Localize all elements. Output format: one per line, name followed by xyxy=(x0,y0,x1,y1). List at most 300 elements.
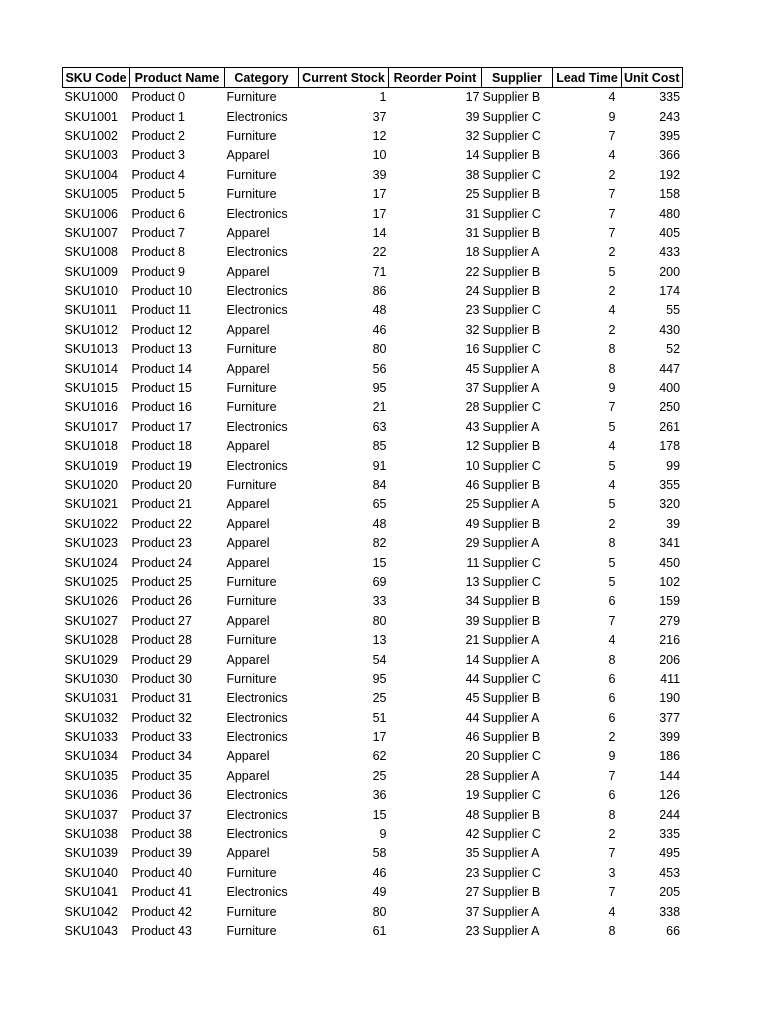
cell-reorder-point: 17 xyxy=(465,90,480,105)
cell-category: Furniture xyxy=(226,400,277,415)
table-row xyxy=(63,670,683,689)
cell-current-stock: 48 xyxy=(372,303,387,318)
cell-supplier: Supplier A xyxy=(482,381,540,396)
cell-lead-time: 4 xyxy=(608,904,616,919)
cell-current-stock: 49 xyxy=(372,885,387,900)
cell-category: Electronics xyxy=(226,827,288,842)
cell-category: Apparel xyxy=(226,555,270,570)
cell-lead-time: 6 xyxy=(608,710,616,725)
cell-supplier: Supplier B xyxy=(482,516,541,531)
cell-reorder-point: 31 xyxy=(465,225,480,240)
cell-reorder-point: 32 xyxy=(465,128,480,143)
cell-unit-cost: 186 xyxy=(659,749,681,764)
cell-current-stock: 91 xyxy=(372,458,387,473)
cell-current-stock: 62 xyxy=(372,749,387,764)
cell-lead-time: 5 xyxy=(608,574,616,589)
cell-unit-cost: 395 xyxy=(659,128,681,143)
cell-current-stock: 71 xyxy=(372,264,387,279)
cell-reorder-point: 45 xyxy=(465,691,480,706)
table-row xyxy=(63,515,683,534)
cell-sku-code: SKU1005 xyxy=(64,187,119,202)
cell-current-stock: 37 xyxy=(372,109,387,124)
table-row xyxy=(63,476,683,495)
cell-unit-cost: 144 xyxy=(659,768,681,783)
cell-unit-cost: 447 xyxy=(659,361,681,376)
cell-sku-code: SKU1006 xyxy=(64,206,119,221)
cell-lead-time: 5 xyxy=(608,419,616,434)
cell-sku-code: SKU1029 xyxy=(64,652,119,667)
cell-supplier: Supplier C xyxy=(482,788,541,803)
cell-unit-cost: 244 xyxy=(659,807,681,822)
cell-product-name: Product 27 xyxy=(131,613,192,628)
cell-lead-time: 2 xyxy=(608,322,616,337)
cell-lead-time: 6 xyxy=(608,788,616,803)
cell-supplier: Supplier B xyxy=(482,730,541,745)
cell-current-stock: 25 xyxy=(372,768,387,783)
cell-unit-cost: 433 xyxy=(659,245,681,260)
cell-unit-cost: 102 xyxy=(659,574,681,589)
cell-supplier: Supplier B xyxy=(482,284,541,299)
cell-unit-cost: 250 xyxy=(659,400,681,415)
cell-product-name: Product 26 xyxy=(131,594,192,609)
table-header xyxy=(63,68,683,88)
cell-unit-cost: 279 xyxy=(659,613,681,628)
cell-sku-code: SKU1024 xyxy=(64,555,119,570)
cell-category: Apparel xyxy=(226,148,270,163)
cell-sku-code: SKU1030 xyxy=(64,671,119,686)
cell-lead-time: 7 xyxy=(608,187,616,202)
cell-product-name: Product 11 xyxy=(131,303,192,318)
cell-current-stock: 14 xyxy=(372,225,387,240)
cell-lead-time: 2 xyxy=(608,827,616,842)
header-sku-code: SKU Code xyxy=(63,68,130,88)
table-row xyxy=(63,902,683,921)
cell-category: Furniture xyxy=(226,633,277,648)
cell-sku-code: SKU1041 xyxy=(64,885,119,900)
cell-supplier: Supplier C xyxy=(482,303,541,318)
cell-lead-time: 7 xyxy=(608,768,616,783)
cell-current-stock: 95 xyxy=(372,671,387,686)
cell-category: Furniture xyxy=(226,594,277,609)
cell-unit-cost: 55 xyxy=(666,303,681,318)
cell-lead-time: 2 xyxy=(608,167,616,182)
cell-sku-code: SKU1028 xyxy=(64,633,119,648)
cell-category: Furniture xyxy=(226,865,277,880)
cell-reorder-point: 22 xyxy=(465,264,480,279)
cell-sku-code: SKU1009 xyxy=(64,264,119,279)
cell-category: Electronics xyxy=(226,109,288,124)
cell-reorder-point: 37 xyxy=(465,904,480,919)
table-row xyxy=(63,825,683,844)
cell-category: Apparel xyxy=(226,652,270,667)
cell-category: Furniture xyxy=(226,923,277,938)
table-row xyxy=(63,263,683,282)
cell-unit-cost: 355 xyxy=(659,478,681,492)
cell-lead-time: 4 xyxy=(608,90,616,105)
table-row xyxy=(63,728,683,747)
cell-product-name: Product 2 xyxy=(131,128,186,143)
cell-current-stock: 25 xyxy=(372,691,387,706)
cell-supplier: Supplier A xyxy=(482,361,540,376)
cell-supplier: Supplier A xyxy=(482,245,540,260)
cell-supplier: Supplier B xyxy=(482,439,541,454)
cell-current-stock: 1 xyxy=(379,90,387,105)
cell-lead-time: 2 xyxy=(608,730,616,745)
cell-unit-cost: 216 xyxy=(659,633,681,648)
cell-reorder-point: 24 xyxy=(465,284,480,299)
cell-product-name: Product 10 xyxy=(131,284,192,299)
table-row xyxy=(63,553,683,572)
cell-supplier: Supplier C xyxy=(482,400,541,415)
table-row xyxy=(63,437,683,456)
cell-unit-cost: 335 xyxy=(659,90,681,105)
cell-reorder-point: 34 xyxy=(465,594,480,609)
cell-product-name: Product 8 xyxy=(131,245,186,260)
cell-product-name: Product 0 xyxy=(131,90,186,105)
cell-unit-cost: 261 xyxy=(659,419,681,434)
cell-supplier: Supplier B xyxy=(482,225,541,240)
cell-reorder-point: 10 xyxy=(465,458,480,473)
cell-supplier: Supplier B xyxy=(482,807,541,822)
cell-category: Electronics xyxy=(226,419,288,434)
cell-sku-code: SKU1027 xyxy=(64,613,119,628)
table-row xyxy=(63,146,683,165)
cell-lead-time: 6 xyxy=(608,671,616,686)
table-row xyxy=(63,864,683,883)
cell-supplier: Supplier A xyxy=(482,846,540,861)
cell-lead-time: 6 xyxy=(608,691,616,706)
cell-supplier: Supplier C xyxy=(482,827,541,842)
cell-unit-cost: 159 xyxy=(659,594,681,609)
cell-product-name: Product 34 xyxy=(131,749,192,764)
cell-category: Furniture xyxy=(226,128,277,143)
cell-category: Furniture xyxy=(226,671,277,686)
cell-lead-time: 7 xyxy=(608,206,616,221)
cell-category: Electronics xyxy=(226,303,288,318)
cell-lead-time: 2 xyxy=(608,516,616,531)
cell-unit-cost: 243 xyxy=(659,109,681,124)
table-row xyxy=(63,224,683,243)
cell-current-stock: 12 xyxy=(372,128,387,143)
cell-reorder-point: 38 xyxy=(465,167,480,182)
cell-current-stock: 17 xyxy=(372,730,387,745)
cell-sku-code: SKU1003 xyxy=(64,148,119,163)
cell-supplier: Supplier A xyxy=(482,419,540,434)
cell-lead-time: 8 xyxy=(608,923,616,938)
cell-product-name: Product 30 xyxy=(131,671,192,686)
header-reorder-point: Reorder Point xyxy=(389,68,482,88)
cell-sku-code: SKU1038 xyxy=(64,827,119,842)
cell-sku-code: SKU1008 xyxy=(64,245,119,260)
table-row xyxy=(63,282,683,301)
cell-category: Apparel xyxy=(226,497,270,512)
cell-current-stock: 15 xyxy=(372,555,387,570)
cell-reorder-point: 31 xyxy=(465,206,480,221)
table-row xyxy=(63,456,683,475)
cell-category: Furniture xyxy=(226,904,277,919)
cell-supplier: Supplier B xyxy=(482,594,541,609)
cell-product-name: Product 6 xyxy=(131,206,186,221)
cell-product-name: Product 32 xyxy=(131,710,192,725)
cell-product-name: Product 42 xyxy=(131,904,192,919)
cell-supplier: Supplier A xyxy=(482,904,540,919)
cell-category: Furniture xyxy=(226,381,277,396)
cell-sku-code: SKU1010 xyxy=(64,284,119,299)
cell-product-name: Product 22 xyxy=(131,516,192,531)
cell-supplier: Supplier C xyxy=(482,865,541,880)
table-row xyxy=(63,301,683,320)
cell-unit-cost: 126 xyxy=(659,788,681,803)
cell-reorder-point: 29 xyxy=(465,536,480,551)
table-row xyxy=(63,650,683,669)
cell-supplier: Supplier B xyxy=(482,322,541,337)
cell-category: Electronics xyxy=(226,206,288,221)
cell-category: Apparel xyxy=(226,846,270,861)
cell-product-name: Product 13 xyxy=(131,342,192,357)
table-row xyxy=(63,107,683,126)
cell-supplier: Supplier A xyxy=(482,633,540,648)
cell-current-stock: 80 xyxy=(372,613,387,628)
header-supplier: Supplier xyxy=(482,68,553,88)
cell-category: Electronics xyxy=(226,691,288,706)
cell-supplier: Supplier A xyxy=(482,768,540,783)
header-product-name: Product Name xyxy=(130,68,225,88)
table-row xyxy=(63,631,683,650)
cell-unit-cost: 430 xyxy=(659,322,681,337)
cell-lead-time: 8 xyxy=(608,342,616,357)
table-row xyxy=(63,844,683,863)
cell-category: Electronics xyxy=(226,807,288,822)
cell-supplier: Supplier A xyxy=(482,923,540,938)
cell-sku-code: SKU1000 xyxy=(64,90,119,105)
cell-sku-code: SKU1033 xyxy=(64,730,119,745)
table-row xyxy=(63,359,683,378)
cell-lead-time: 5 xyxy=(608,264,616,279)
cell-supplier: Supplier C xyxy=(482,574,541,589)
cell-unit-cost: 366 xyxy=(659,148,681,163)
cell-current-stock: 95 xyxy=(372,381,387,396)
cell-sku-code: SKU1015 xyxy=(64,381,119,396)
cell-supplier: Supplier C xyxy=(482,671,541,686)
cell-sku-code: SKU1031 xyxy=(64,691,119,706)
table-row xyxy=(63,340,683,359)
table-row xyxy=(63,185,683,204)
cell-current-stock: 82 xyxy=(372,536,387,551)
cell-reorder-point: 25 xyxy=(465,497,480,512)
cell-lead-time: 4 xyxy=(608,148,616,163)
cell-category: Apparel xyxy=(226,613,270,628)
cell-current-stock: 13 xyxy=(372,633,387,648)
table-row xyxy=(63,747,683,766)
cell-reorder-point: 28 xyxy=(465,400,480,415)
cell-current-stock: 10 xyxy=(372,148,387,163)
cell-supplier: Supplier B xyxy=(482,691,541,706)
cell-unit-cost: 158 xyxy=(659,187,681,202)
cell-product-name: Product 25 xyxy=(131,574,192,589)
cell-lead-time: 7 xyxy=(608,128,616,143)
cell-reorder-point: 25 xyxy=(465,187,480,202)
cell-category: Apparel xyxy=(226,749,270,764)
cell-sku-code: SKU1011 xyxy=(64,303,118,318)
cell-sku-code: SKU1012 xyxy=(64,322,119,337)
table-row xyxy=(63,88,683,108)
cell-product-name: Product 9 xyxy=(131,264,186,279)
cell-unit-cost: 200 xyxy=(659,264,681,279)
cell-supplier: Supplier B xyxy=(482,148,541,163)
cell-lead-time: 2 xyxy=(608,245,616,260)
cell-current-stock: 86 xyxy=(372,284,387,299)
cell-supplier: Supplier C xyxy=(482,128,541,143)
cell-sku-code: SKU1016 xyxy=(64,400,119,415)
cell-category: Electronics xyxy=(226,710,288,725)
table-row xyxy=(63,204,683,223)
cell-current-stock: 69 xyxy=(372,574,387,589)
cell-reorder-point: 48 xyxy=(465,807,480,822)
cell-lead-time: 8 xyxy=(608,807,616,822)
cell-supplier: Supplier B xyxy=(482,187,541,202)
cell-category: Furniture xyxy=(226,342,277,357)
cell-reorder-point: 39 xyxy=(465,613,480,628)
cell-current-stock: 39 xyxy=(372,167,387,182)
cell-sku-code: SKU1036 xyxy=(64,788,119,803)
cell-product-name: Product 16 xyxy=(131,400,192,415)
cell-category: Electronics xyxy=(226,284,288,299)
cell-lead-time: 5 xyxy=(608,458,616,473)
cell-lead-time: 2 xyxy=(608,284,616,299)
cell-current-stock: 22 xyxy=(372,245,387,260)
cell-reorder-point: 39 xyxy=(465,109,480,124)
cell-reorder-point: 18 xyxy=(465,245,480,260)
cell-reorder-point: 11 xyxy=(466,555,480,570)
cell-product-name: Product 20 xyxy=(131,478,192,492)
cell-unit-cost: 400 xyxy=(659,381,681,396)
cell-category: Electronics xyxy=(226,245,288,260)
cell-category: Electronics xyxy=(226,788,288,803)
cell-supplier: Supplier A xyxy=(482,497,540,512)
cell-sku-code: SKU1037 xyxy=(64,807,119,822)
cell-current-stock: 17 xyxy=(372,206,387,221)
cell-product-name: Product 12 xyxy=(131,322,192,337)
cell-lead-time: 5 xyxy=(608,497,616,512)
cell-lead-time: 8 xyxy=(608,361,616,376)
table-row xyxy=(63,321,683,340)
cell-lead-time: 4 xyxy=(608,439,616,454)
cell-current-stock: 46 xyxy=(372,865,387,880)
table-row xyxy=(63,689,683,708)
cell-sku-code: SKU1004 xyxy=(64,167,119,182)
cell-lead-time: 5 xyxy=(608,555,616,570)
cell-lead-time: 8 xyxy=(608,536,616,551)
cell-category: Furniture xyxy=(226,90,277,105)
cell-reorder-point: 28 xyxy=(465,768,480,783)
cell-sku-code: SKU1026 xyxy=(64,594,119,609)
table-row xyxy=(63,709,683,728)
table-row xyxy=(63,922,683,941)
table-row xyxy=(63,379,683,398)
cell-category: Apparel xyxy=(226,516,270,531)
header-current-stock: Current Stock xyxy=(299,68,389,88)
cell-current-stock: 21 xyxy=(372,400,387,415)
cell-supplier: Supplier A xyxy=(482,710,540,725)
cell-current-stock: 51 xyxy=(372,710,387,725)
cell-reorder-point: 23 xyxy=(465,303,480,318)
cell-current-stock: 17 xyxy=(372,187,387,202)
cell-reorder-point: 35 xyxy=(465,846,480,861)
cell-lead-time: 7 xyxy=(608,400,616,415)
cell-sku-code: SKU1022 xyxy=(64,516,119,531)
cell-sku-code: SKU1040 xyxy=(64,865,119,880)
cell-unit-cost: 206 xyxy=(659,652,681,667)
cell-category: Electronics xyxy=(226,458,288,473)
cell-category: Furniture xyxy=(226,167,277,182)
cell-unit-cost: 99 xyxy=(666,458,681,473)
cell-reorder-point: 46 xyxy=(465,730,480,745)
cell-product-name: Product 1 xyxy=(131,109,186,124)
cell-category: Apparel xyxy=(226,768,270,783)
cell-supplier: Supplier B xyxy=(482,90,541,105)
cell-current-stock: 65 xyxy=(372,497,387,512)
cell-category: Furniture xyxy=(226,478,277,492)
cell-unit-cost: 52 xyxy=(666,342,681,357)
cell-category: Apparel xyxy=(226,361,270,376)
cell-current-stock: 46 xyxy=(372,322,387,337)
cell-product-name: Product 43 xyxy=(131,923,192,938)
cell-supplier: Supplier B xyxy=(482,613,541,628)
cell-supplier: Supplier A xyxy=(482,536,540,551)
cell-unit-cost: 338 xyxy=(659,904,681,919)
cell-category: Apparel xyxy=(226,536,270,551)
cell-unit-cost: 453 xyxy=(659,865,681,880)
cell-reorder-point: 27 xyxy=(465,885,480,900)
inventory-table xyxy=(62,67,683,941)
cell-unit-cost: 320 xyxy=(659,497,681,512)
cell-product-name: Product 5 xyxy=(131,187,186,202)
cell-product-name: Product 19 xyxy=(131,458,192,473)
cell-category: Electronics xyxy=(226,885,288,900)
table-row xyxy=(63,418,683,437)
table-row xyxy=(63,883,683,902)
cell-supplier: Supplier B xyxy=(482,885,541,900)
cell-current-stock: 56 xyxy=(372,361,387,376)
table-row xyxy=(63,166,683,185)
cell-reorder-point: 13 xyxy=(465,574,480,589)
cell-current-stock: 15 xyxy=(372,807,387,822)
cell-product-name: Product 3 xyxy=(131,148,186,163)
cell-category: Apparel xyxy=(226,225,270,240)
cell-lead-time: 9 xyxy=(608,381,616,396)
cell-product-name: Product 17 xyxy=(131,419,192,434)
cell-unit-cost: 205 xyxy=(659,885,681,900)
cell-category: Electronics xyxy=(226,730,288,745)
cell-unit-cost: 399 xyxy=(659,730,681,745)
cell-sku-code: SKU1013 xyxy=(64,342,119,357)
cell-product-name: Product 24 xyxy=(131,555,192,570)
cell-sku-code: SKU1021 xyxy=(64,497,119,512)
cell-product-name: Product 29 xyxy=(131,652,192,667)
cell-lead-time: 7 xyxy=(608,846,616,861)
cell-product-name: Product 37 xyxy=(131,807,192,822)
cell-sku-code: SKU1018 xyxy=(64,439,119,454)
cell-reorder-point: 37 xyxy=(465,381,480,396)
cell-lead-time: 9 xyxy=(608,749,616,764)
cell-product-name: Product 15 xyxy=(131,381,192,396)
cell-current-stock: 80 xyxy=(372,342,387,357)
cell-current-stock: 58 xyxy=(372,846,387,861)
cell-category: Apparel xyxy=(226,264,270,279)
cell-unit-cost: 335 xyxy=(659,827,681,842)
cell-sku-code: SKU1017 xyxy=(64,419,119,434)
cell-product-name: Product 14 xyxy=(131,361,192,376)
